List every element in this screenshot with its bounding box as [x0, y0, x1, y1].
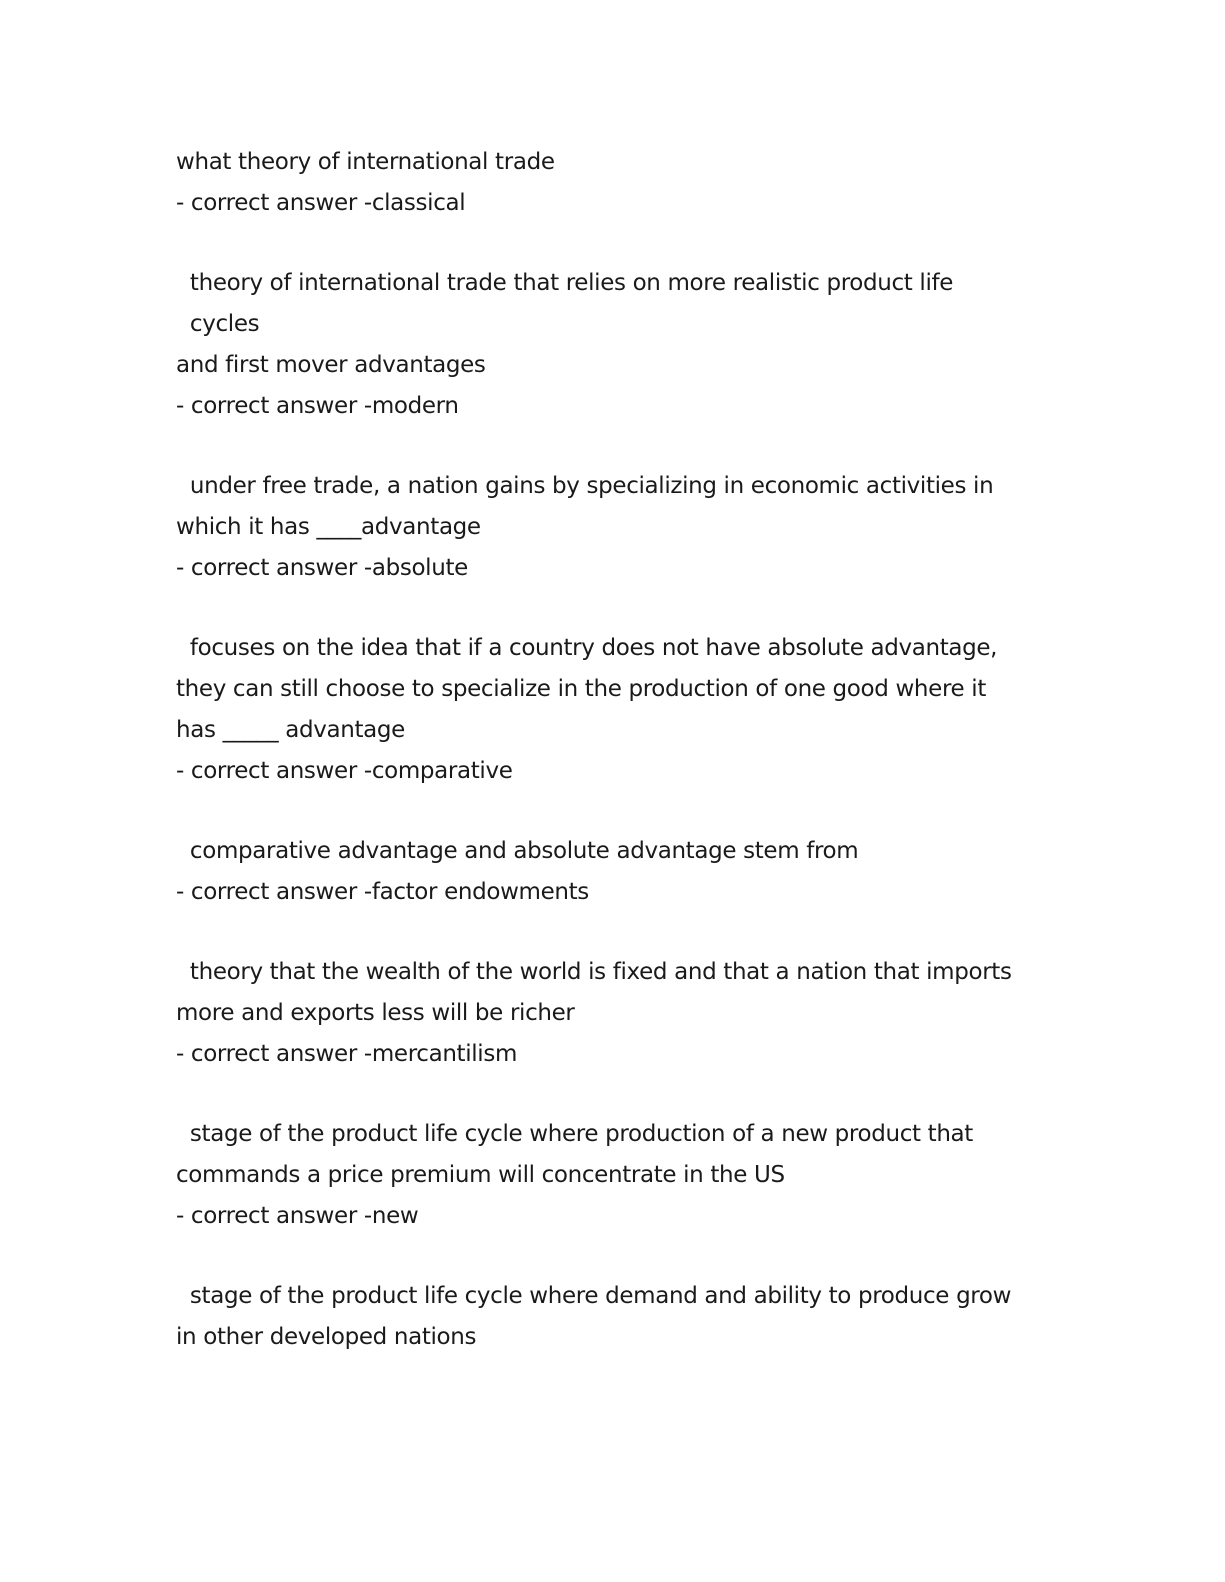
question-line: and first mover advantages [176, 352, 486, 378]
qa-block-6 [176, 952, 1056, 1075]
question-line: which it has ____advantage [176, 514, 481, 540]
answer-line: - correct answer -new [176, 1203, 419, 1229]
question-line: under free trade, a nation gains by specializing in economic activities in [176, 473, 994, 499]
document-body [176, 142, 1056, 1358]
question-line: in other developed nations [176, 1324, 477, 1350]
question-line: what theory of international trade [176, 149, 555, 175]
answer-line: - correct answer -modern [176, 393, 459, 419]
question-line: cycles [176, 311, 260, 337]
question-line: stage of the product life cycle where production of a new product that [176, 1121, 973, 1147]
answer-line: - correct answer -absolute [176, 555, 468, 581]
answer-line: - correct answer -mercantilism [176, 1041, 518, 1067]
qa-block-1 [176, 142, 1056, 224]
answer-line: - correct answer -classical [176, 190, 466, 216]
question-line: comparative advantage and absolute advantage stem from [176, 838, 859, 864]
question-line: stage of the product life cycle where demand and ability to produce grow [176, 1283, 1012, 1309]
question-line: theory of international trade that relies on more realistic product life [176, 270, 954, 296]
qa-block-5 [176, 831, 1056, 913]
question-line: focuses on the idea that if a country does not have absolute advantage, [176, 635, 998, 661]
qa-block-4 [176, 628, 1056, 792]
answer-line: - correct answer -factor endowments [176, 879, 589, 905]
question-line: more and exports less will be richer [176, 1000, 575, 1026]
question-line: commands a price premium will concentrate in the US [176, 1162, 785, 1188]
qa-block-7 [176, 1114, 1056, 1237]
qa-block-3 [176, 466, 1056, 589]
question-line: theory that the wealth of the world is fixed and that a nation that imports [176, 959, 1012, 985]
qa-block-2 [176, 263, 1056, 427]
question-line: they can still choose to specialize in the production of one good where it [176, 676, 987, 702]
answer-line: - correct answer -comparative [176, 758, 513, 784]
question-line: has _____ advantage [176, 717, 405, 743]
qa-block-8 [176, 1276, 1056, 1358]
